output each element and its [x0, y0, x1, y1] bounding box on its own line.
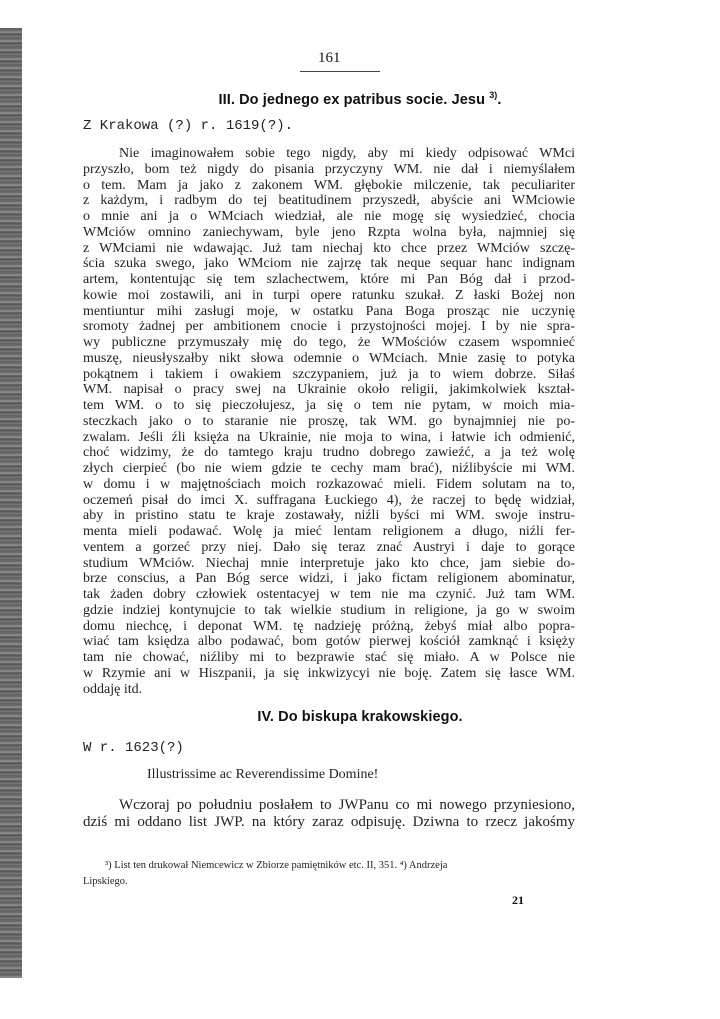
letter-body-iv — [83, 797, 575, 831]
salutation: Illustrissime ac Reverendissime Domine! — [147, 767, 379, 782]
letter-date-line: Z Krakowa (?) r. 1619(?). — [83, 118, 294, 134]
text-line: ventem a gorzeć przy niej. Dało się teraz znać Austryi i daje to gorące — [83, 539, 575, 555]
section-heading-iii: III. Do jednego ex patribus socie. Jesu $^{3)}$. — [218, 90, 502, 108]
page-number: 161 — [318, 50, 341, 66]
text-line: o mnie ani ja o WMciach wiedział, ale nie mogę się wysiedzieć, chocia — [83, 209, 575, 224]
scan-binding-edge — [0, 28, 22, 978]
footnote-line: Lipskiego. — [83, 876, 128, 887]
letter-date-line-iv: W r. 1623(?) — [83, 740, 184, 756]
text-line: studium WMciów. Niechaj mnie interpretuje jako kto chce, jam siebie do- — [83, 555, 575, 571]
text-line: o tem. Mam ja jako z zakonem WM. głębokie milczenie, tak peculiariter — [83, 177, 575, 193]
text-line: choć widzimy, że do tamtego kraju trudno dobrego zawieźć, a ja też wolę — [83, 445, 575, 461]
text-line: wy publiczne przymuszały mię do tego, że WMościów czasem wspomnieć — [83, 335, 575, 350]
text-line: tam nie chować, niźliby mi to bezprawie stać się miało. A w Polsce nie — [83, 650, 575, 665]
letter-body-iii — [83, 146, 575, 697]
text-line: Nie imaginowałem sobie tego nigdy, aby mi kiedy odpisować WMci — [119, 146, 575, 161]
footnotes — [83, 858, 583, 890]
text-line: brze conscius, a Pan Bóg serce widzi, i jako fictam religionem abominatur, — [83, 571, 575, 587]
heading-text: III. Do jednego ex patribus socie. Jesu — [218, 91, 486, 108]
text-line: muszę, nieusłyszałby nikt słowa odemnie o WMciach. Mnie zasię to potyka — [83, 350, 575, 366]
text-line: oczemeń pisał do imci X. suffragana Łuckiego 4), że raczej to będę widział, — [83, 492, 575, 508]
text-line: tak żaden dobry człowiek ostentacyej w tem nie ma czynić. Już tam WM. — [83, 587, 575, 602]
text-line: z każdym, i radbym do tej beatitudinem przyszedł, abyście ani WMciowie — [83, 193, 575, 209]
text-line: domu niechcę, i deponat WM. tę nadzieję próżną, żebyś miał albo popra- — [83, 618, 575, 634]
text-line: ścia szuka swego, jako WMciom nie zajrzę tak neque sequar hanc indignam — [83, 256, 575, 272]
text-line: tem WM. o to się pieczołujesz, ja się o tem nie pytam, w moich mia- — [83, 398, 575, 413]
text-line: w domu i w majętnościach moich rozkazować mieli. Fidem solutam na to, — [83, 476, 575, 492]
text-line: wiać tam księdza albo podawać, bom gotów pierwej kościół zamknąć i księży — [83, 634, 575, 650]
text-line: złych cierpieć (bo nie wiem gdzie te cechy mam brać), niźlibyście mi WM. — [83, 461, 575, 476]
header-rule — [300, 71, 380, 72]
text-line: mentiuntur mihi zasługi moje, w ostatku Pana Boga prosząc nie uczynię — [83, 303, 575, 319]
printer-signature-mark: 21 — [512, 893, 524, 907]
heading-footnote-ref: 3) — [489, 90, 498, 100]
text-line: zwalam. Jeśli źli księża na Ukrainie, nie moja to wina, i łatwie ich odmienić, — [83, 429, 575, 445]
section-heading-iv: IV. Do biskupa krakowskiego. — [257, 709, 463, 725]
text-line: Wczoraj po południu posłałem to JWPanu co mi nowego przyniesiono, — [119, 797, 575, 813]
text-line: przyszło, bom też nigdy do pisania przyczyny WM. nie dał i niemyślałem — [83, 161, 575, 177]
text-line: gdzie indziej kontynujcie to tak wielkie studium in religione, ja go w swoim — [83, 602, 575, 618]
text-line: oddaję itd. — [83, 681, 143, 697]
text-line: aby in pristino statu te kraje zostawały, niźli byści mi WM. swoje instru- — [83, 508, 575, 524]
text-line: steczkach jako o to staranie nie proszę, tak WM. go bynajmniej nie po- — [83, 413, 575, 429]
text-line: menta mieli podawać. Wolę ja mieć lentam religionem a długo, niźli fer- — [83, 524, 575, 539]
text-line: sromoty żadnej per ambitionem cnocie i przystojności mojej. I by nie spra- — [83, 319, 575, 335]
text-line: WMciów omnino zaniechywam, byle jeno Rzpta wolna była, najmniej się — [83, 224, 575, 240]
text-line: artem, kontentując się tem szlachectwem, które mi Pan Bóg dał i przod- — [83, 272, 575, 287]
text-line: z WMciami nie wdawając. Już tam niechaj kto chce przez WMciów szczę- — [83, 240, 575, 256]
footnote-line: ³) List ten drukował Niemcewicz w Zbiorze pamiętników etc. II, 351. ⁴) Andrzeja — [105, 860, 448, 871]
text-line: w Rzymie ani w Hiszpanii, ja się inkwizycyi nie boję. Zatem się łasce WM. — [83, 665, 575, 681]
text-line: dziś mi oddano list JWP. na który zaraz odpisuję. Dziwna to rzecz jakośmy — [83, 814, 575, 830]
text-line: pokątnem i takiem i owakiem szczypaniem, już ja to wiem dobrze. Siłaś — [83, 366, 575, 382]
text-line: WM. napisał o pracy swej na Ukrainie około religii, jakimkolwiek kształ- — [83, 382, 575, 398]
text-line: kowie moi zostawili, ani in turpi opere ratunku szukał. Z łaski Bożej non — [83, 287, 575, 303]
